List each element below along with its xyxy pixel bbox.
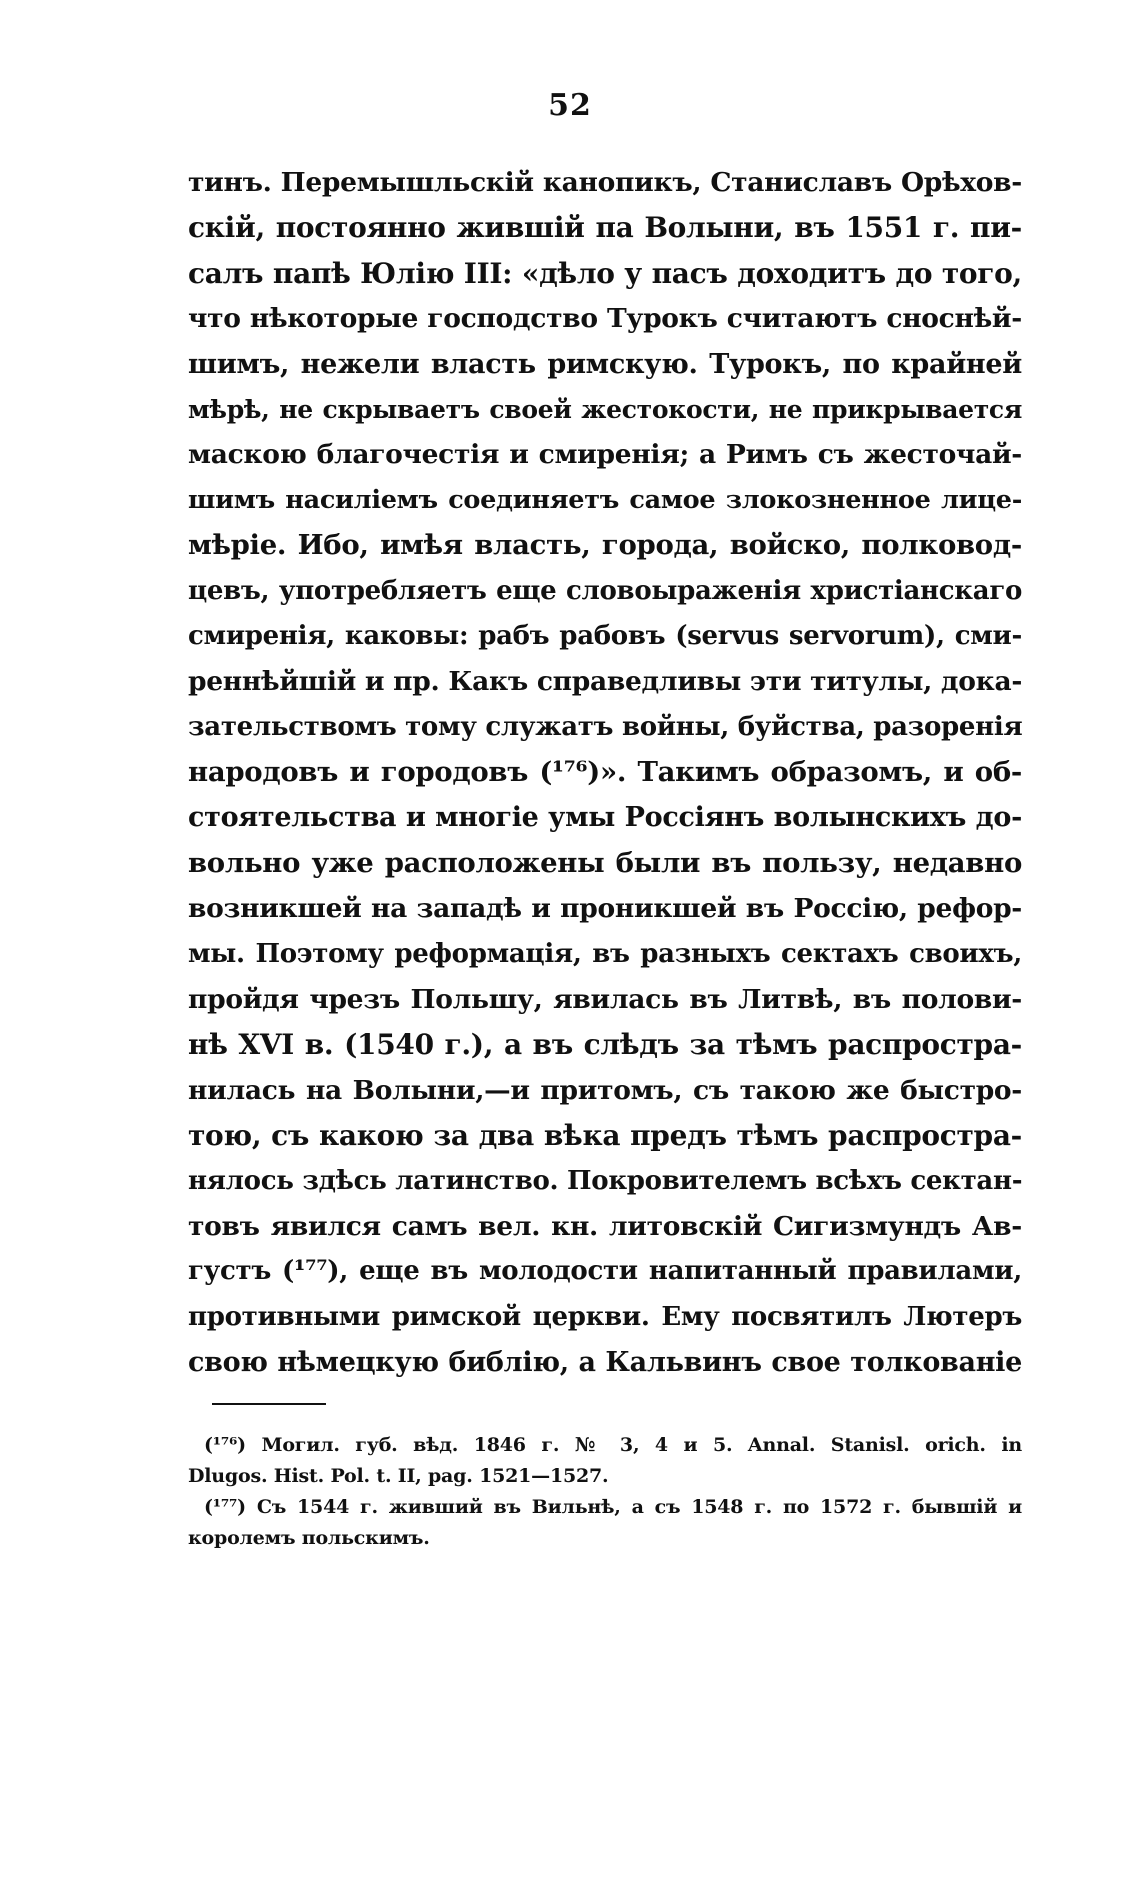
page-number: 52: [548, 88, 592, 123]
text-line: шимъ насиліемъ соединяетъ самое злокозненное лице-: [188, 484, 1022, 515]
footnote-line: (¹⁷⁶) Могил. губ. вѣд. 1846 г. № 3, 4 и 5. Annal. Stanisl. orich. in: [204, 1434, 1022, 1456]
text-line: пройдя чрезъ Польшу, явилась въ Литвѣ, въ полови-: [188, 984, 1022, 1016]
footnote-line: королемъ польскимъ.: [188, 1527, 430, 1549]
text-line: скій, постоянно жившій па Волыни, въ 1551 г. пи-: [188, 211, 1022, 245]
footnotes: [188, 1430, 1022, 1554]
text-line: смиренія, каковы: рабъ рабовъ (servus servorum), сми-: [188, 620, 1022, 651]
text-line: товъ явился самъ вел. кн. литовскій Сигизмундъ Ав-: [188, 1210, 1022, 1242]
text-line: нѣ XVI в. (1540 г.), а въ слѣдъ за тѣмъ распростра-: [188, 1028, 1022, 1062]
text-line: маскою благочестія и смиренія; а Римъ съ жесточай-: [188, 439, 1022, 471]
text-line: салъ папѣ Юлію III: «дѣло у пасъ доходитъ до того,: [188, 256, 1022, 290]
text-line: нялось здѣсь латинство. Покровителемъ всѣхъ сектан-: [188, 1165, 1023, 1196]
text-line: густъ (¹⁷⁷), еще въ молодости напитанный правилами,: [188, 1256, 1022, 1287]
main-text: [188, 160, 1022, 1386]
text-line: народовъ и городовъ (¹⁷⁶)». Такимъ образомъ, и об-: [188, 756, 1022, 789]
text-line: тинъ. Перемышльскій канопикъ, Станиславъ Орѣхов-: [188, 167, 1022, 198]
text-line: возникшей на западѣ и проникшей въ Россію, рефор-: [188, 893, 1022, 925]
text-line: шимъ, нежели власть римскую. Турокъ, по крайней: [188, 348, 1022, 380]
footnote-divider: [212, 1403, 326, 1405]
text-line: что нѣкоторые господство Турокъ считаютъ сноснѣй-: [188, 303, 1022, 335]
text-line: свою нѣмецкую библію, а Кальвинъ свое толкованіе: [188, 1347, 1022, 1379]
text-line: реннѣйшій и пр. Какъ справедливы эти титулы, дока-: [188, 666, 1023, 698]
text-line: зательствомъ тому служатъ войны, буйства, разоренія: [188, 711, 1023, 742]
text-line: цевъ, употребляетъ еще словоыраженія христіанскаго: [188, 575, 1022, 606]
text-line: мѣріе. Ибо, имѣя власть, города, войско, полковод-: [188, 529, 1022, 562]
text-line: тою, съ какою за два вѣка предъ тѣмъ распростра-: [188, 1119, 1022, 1153]
text-line: нилась на Волыни,—и притомъ, съ такою же быстро-: [188, 1074, 1022, 1106]
text-line: вольно уже расположены были въ пользу, недавно: [188, 846, 1022, 879]
footnote-line: (¹⁷⁷) Съ 1544 г. живший въ Вильнѣ, а съ 1548 г. по 1572 г. бывшій и: [204, 1496, 1022, 1518]
text-line: мы. Поэтому реформація, въ разныхъ сектахъ своихъ,: [188, 938, 1022, 969]
text-line: стоятельства и многіе умы Россіянъ волынскихъ до-: [188, 802, 1022, 834]
footnote-line: Dlugos. Hist. Pol. t. II, pag. 1521—1527.: [188, 1465, 609, 1487]
text-line: противными римской церкви. Ему посвятилъ Лютеръ: [188, 1301, 1022, 1332]
text-line: мѣрѣ, не скрываетъ своей жестокости, не прикрывается: [188, 394, 1022, 424]
